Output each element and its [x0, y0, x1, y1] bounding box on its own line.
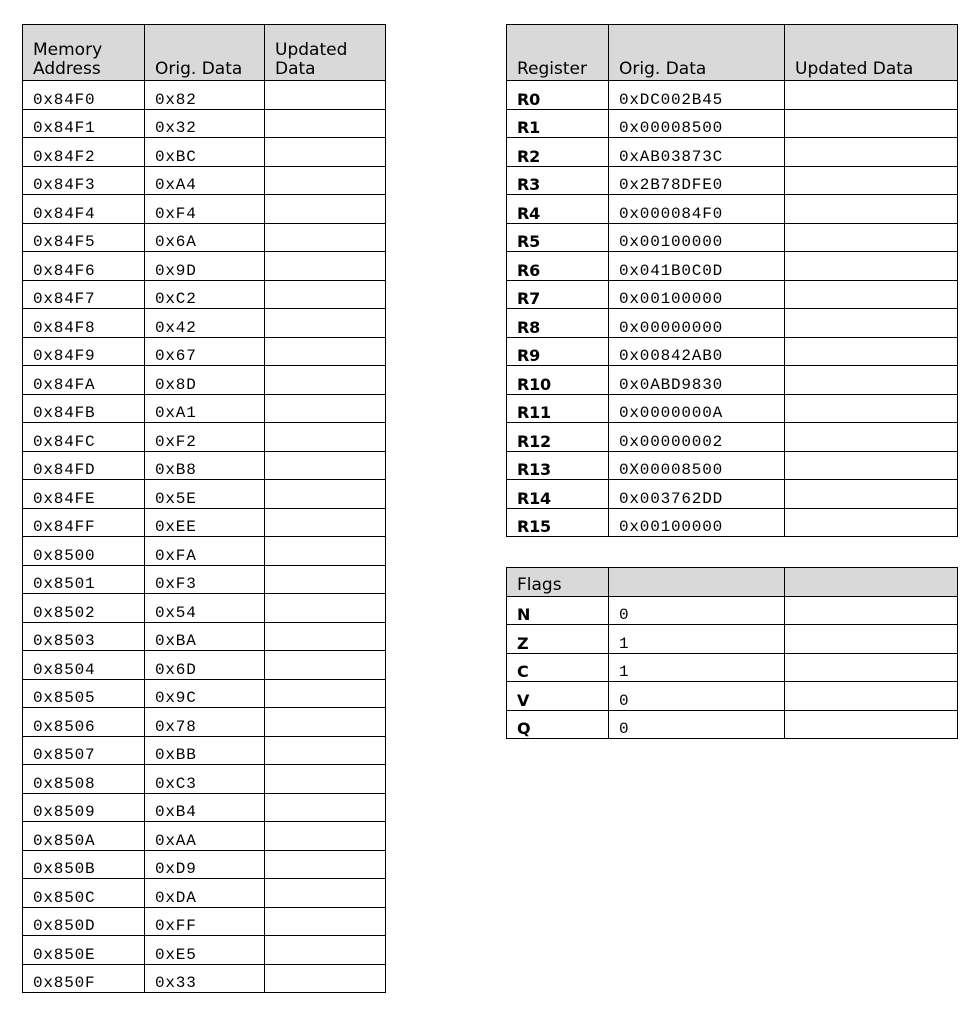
updated-data-cell[interactable] — [265, 252, 386, 281]
updated-data-cell[interactable] — [785, 109, 958, 138]
register-table — [506, 24, 958, 537]
memory-address-cell: 0x84F8 — [23, 309, 145, 338]
flag-name-cell: Z — [507, 625, 609, 654]
memory-address-cell: 0x8508 — [23, 765, 145, 794]
updated-data-cell[interactable] — [785, 423, 958, 452]
memory-address-cell: 0x84F2 — [23, 138, 145, 167]
orig-data-cell: 0x00100000 — [609, 223, 785, 252]
register-name-cell: R5 — [507, 223, 609, 252]
memory-address-cell: 0x84F1 — [23, 109, 145, 138]
orig-data-cell: 0xF4 — [145, 195, 265, 224]
orig-data-cell: 0x67 — [145, 337, 265, 366]
updated-data-cell[interactable] — [265, 964, 386, 993]
register-row — [507, 451, 958, 480]
updated-data-cell[interactable] — [265, 109, 386, 138]
memory-row — [23, 109, 386, 138]
memory-address-cell: 0x850F — [23, 964, 145, 993]
orig-data-cell: 0xDC002B45 — [609, 81, 785, 110]
header-updated-data: Updated Data — [785, 25, 958, 81]
memory-row — [23, 594, 386, 623]
updated-data-cell[interactable] — [265, 594, 386, 623]
memory-address-cell: 0x8506 — [23, 708, 145, 737]
orig-data-cell: 0xB4 — [145, 793, 265, 822]
flag-updated-cell[interactable] — [785, 625, 958, 654]
memory-row — [23, 195, 386, 224]
orig-data-cell: 0x00100000 — [609, 508, 785, 537]
memory-address-cell: 0x84F3 — [23, 166, 145, 195]
orig-data-cell: 0x00008500 — [609, 109, 785, 138]
memory-address-cell: 0x850C — [23, 879, 145, 908]
orig-data-cell: 0x2B78DFE0 — [609, 166, 785, 195]
orig-data-cell: 0x9C — [145, 679, 265, 708]
header-orig-data: Orig. Data — [609, 25, 785, 81]
register-row — [507, 309, 958, 338]
updated-data-cell[interactable] — [265, 850, 386, 879]
memory-row — [23, 736, 386, 765]
memory-row — [23, 423, 386, 452]
memory-row — [23, 850, 386, 879]
flag-updated-cell[interactable] — [785, 682, 958, 711]
updated-data-cell[interactable] — [265, 166, 386, 195]
flag-row — [507, 596, 958, 625]
register-name-cell: R10 — [507, 366, 609, 395]
memory-row — [23, 280, 386, 309]
memory-row — [23, 565, 386, 594]
memory-address-cell: 0x84F0 — [23, 81, 145, 110]
memory-row — [23, 879, 386, 908]
orig-data-cell: 0xEE — [145, 508, 265, 537]
memory-address-cell: 0x8505 — [23, 679, 145, 708]
orig-data-cell: 0xBA — [145, 622, 265, 651]
updated-data-cell[interactable] — [785, 309, 958, 338]
memory-row — [23, 964, 386, 993]
updated-data-cell[interactable] — [265, 366, 386, 395]
register-name-cell: R9 — [507, 337, 609, 366]
updated-data-cell[interactable] — [265, 138, 386, 167]
memory-row — [23, 765, 386, 794]
updated-data-cell[interactable] — [785, 451, 958, 480]
updated-data-cell[interactable] — [265, 622, 386, 651]
register-name-cell: R1 — [507, 109, 609, 138]
memory-row — [23, 622, 386, 651]
register-row — [507, 423, 958, 452]
memory-address-cell: 0x8507 — [23, 736, 145, 765]
memory-row — [23, 508, 386, 537]
orig-data-cell: 0xAB03873C — [609, 138, 785, 167]
register-row — [507, 166, 958, 195]
flag-value-cell: 1 — [609, 653, 785, 682]
updated-data-cell[interactable] — [785, 138, 958, 167]
updated-data-cell[interactable] — [265, 309, 386, 338]
register-name-cell: R15 — [507, 508, 609, 537]
memory-address-cell: 0x8502 — [23, 594, 145, 623]
orig-data-cell: 0x33 — [145, 964, 265, 993]
flag-updated-cell[interactable] — [785, 596, 958, 625]
flag-name-cell: C — [507, 653, 609, 682]
flags-table-body — [507, 596, 958, 739]
flag-row — [507, 653, 958, 682]
orig-data-cell: 0x42 — [145, 309, 265, 338]
orig-data-cell: 0x6A — [145, 223, 265, 252]
updated-data-cell[interactable] — [785, 252, 958, 281]
register-row — [507, 109, 958, 138]
orig-data-cell: 0x00100000 — [609, 280, 785, 309]
register-row — [507, 195, 958, 224]
updated-data-cell[interactable] — [265, 793, 386, 822]
updated-data-cell[interactable] — [265, 337, 386, 366]
memory-row — [23, 81, 386, 110]
register-name-cell: R8 — [507, 309, 609, 338]
updated-data-cell[interactable] — [265, 451, 386, 480]
orig-data-cell: 0x000084F0 — [609, 195, 785, 224]
flag-name-cell: V — [507, 682, 609, 711]
header-memory-address: Memory Address — [23, 25, 145, 81]
register-name-cell: R4 — [507, 195, 609, 224]
orig-data-cell: 0x003762DD — [609, 480, 785, 509]
orig-data-cell: 0xBC — [145, 138, 265, 167]
flag-updated-cell[interactable] — [785, 710, 958, 739]
memory-row — [23, 337, 386, 366]
register-name-cell: R11 — [507, 394, 609, 423]
updated-data-cell[interactable] — [265, 565, 386, 594]
memory-address-cell: 0x84FC — [23, 423, 145, 452]
memory-address-cell: 0x84FF — [23, 508, 145, 537]
register-name-cell: R0 — [507, 81, 609, 110]
register-row — [507, 480, 958, 509]
header-updated-data: Updated Data — [265, 25, 386, 81]
memory-row — [23, 252, 386, 281]
orig-data-cell: 0x5E — [145, 480, 265, 509]
flag-value-cell: 1 — [609, 625, 785, 654]
flag-row — [507, 682, 958, 711]
flags-table — [506, 567, 958, 739]
memory-address-cell: 0x850E — [23, 936, 145, 965]
orig-data-cell: 0x00842AB0 — [609, 337, 785, 366]
memory-address-cell: 0x84FE — [23, 480, 145, 509]
orig-data-cell: 0x00000000 — [609, 309, 785, 338]
orig-data-cell: 0x9D — [145, 252, 265, 281]
register-row — [507, 223, 958, 252]
updated-data-cell[interactable] — [785, 394, 958, 423]
orig-data-cell: 0xBB — [145, 736, 265, 765]
flag-name-cell: Q — [507, 710, 609, 739]
memory-address-cell: 0x850D — [23, 907, 145, 936]
memory-address-cell: 0x84F7 — [23, 280, 145, 309]
register-name-cell: R6 — [507, 252, 609, 281]
updated-data-cell[interactable] — [785, 195, 958, 224]
orig-data-cell: 0x0ABD9830 — [609, 366, 785, 395]
updated-data-cell[interactable] — [265, 480, 386, 509]
header-flags-updated — [785, 568, 958, 597]
flag-row — [507, 710, 958, 739]
memory-address-cell: 0x8503 — [23, 622, 145, 651]
orig-data-cell: 0x8D — [145, 366, 265, 395]
register-row — [507, 280, 958, 309]
updated-data-cell[interactable] — [265, 765, 386, 794]
flag-updated-cell[interactable] — [785, 653, 958, 682]
memory-address-cell: 0x850A — [23, 822, 145, 851]
orig-data-cell: 0x82 — [145, 81, 265, 110]
updated-data-cell[interactable] — [785, 337, 958, 366]
updated-data-cell[interactable] — [785, 366, 958, 395]
orig-data-cell: 0x54 — [145, 594, 265, 623]
flag-value-cell: 0 — [609, 710, 785, 739]
memory-table — [22, 24, 386, 993]
memory-table-body — [23, 81, 386, 993]
header-orig-data: Orig. Data — [145, 25, 265, 81]
header-flags: Flags — [507, 568, 609, 597]
flag-name-cell: N — [507, 596, 609, 625]
updated-data-cell[interactable] — [265, 822, 386, 851]
memory-address-cell: 0x84F5 — [23, 223, 145, 252]
updated-data-cell[interactable] — [265, 708, 386, 737]
updated-data-cell[interactable] — [265, 508, 386, 537]
register-row — [507, 366, 958, 395]
register-row — [507, 252, 958, 281]
header-register: Register — [507, 25, 609, 81]
updated-data-cell[interactable] — [265, 423, 386, 452]
memory-address-cell: 0x84FA — [23, 366, 145, 395]
register-row — [507, 337, 958, 366]
register-row — [507, 138, 958, 167]
memory-row — [23, 394, 386, 423]
memory-address-cell: 0x8501 — [23, 565, 145, 594]
memory-address-cell: 0x850B — [23, 850, 145, 879]
flag-value-cell: 0 — [609, 682, 785, 711]
orig-data-cell: 0x041B0C0D — [609, 252, 785, 281]
updated-data-cell[interactable] — [785, 280, 958, 309]
orig-data-cell: 0X00008500 — [609, 451, 785, 480]
orig-data-cell: 0xC3 — [145, 765, 265, 794]
updated-data-cell[interactable] — [785, 166, 958, 195]
updated-data-cell[interactable] — [265, 280, 386, 309]
memory-row — [23, 223, 386, 252]
orig-data-cell: 0x0000000A — [609, 394, 785, 423]
memory-row — [23, 936, 386, 965]
memory-row — [23, 138, 386, 167]
orig-data-cell: 0x78 — [145, 708, 265, 737]
orig-data-cell: 0xF2 — [145, 423, 265, 452]
updated-data-cell[interactable] — [785, 508, 958, 537]
orig-data-cell: 0xAA — [145, 822, 265, 851]
register-name-cell: R13 — [507, 451, 609, 480]
memory-row — [23, 309, 386, 338]
memory-address-cell: 0x8509 — [23, 793, 145, 822]
orig-data-cell: 0xD9 — [145, 850, 265, 879]
orig-data-cell: 0xA1 — [145, 394, 265, 423]
updated-data-cell[interactable] — [265, 736, 386, 765]
flag-row — [507, 625, 958, 654]
memory-row — [23, 651, 386, 680]
updated-data-cell[interactable] — [265, 907, 386, 936]
register-name-cell: R12 — [507, 423, 609, 452]
updated-data-cell[interactable] — [265, 651, 386, 680]
memory-address-cell: 0x84F9 — [23, 337, 145, 366]
orig-data-cell: 0x6D — [145, 651, 265, 680]
memory-row — [23, 480, 386, 509]
header-flags-orig — [609, 568, 785, 597]
orig-data-cell: 0xF3 — [145, 565, 265, 594]
memory-row — [23, 451, 386, 480]
memory-address-cell: 0x84FD — [23, 451, 145, 480]
updated-data-cell[interactable] — [785, 81, 958, 110]
memory-address-cell: 0x84F6 — [23, 252, 145, 281]
updated-data-cell[interactable] — [265, 81, 386, 110]
memory-address-cell: 0x84F4 — [23, 195, 145, 224]
updated-data-cell[interactable] — [265, 936, 386, 965]
memory-row — [23, 793, 386, 822]
register-table-body — [507, 81, 958, 537]
flag-value-cell: 0 — [609, 596, 785, 625]
register-row — [507, 508, 958, 537]
orig-data-cell: 0xFF — [145, 907, 265, 936]
register-name-cell: R3 — [507, 166, 609, 195]
orig-data-cell: 0xC2 — [145, 280, 265, 309]
register-name-cell: R7 — [507, 280, 609, 309]
memory-row — [23, 366, 386, 395]
memory-address-cell: 0x8504 — [23, 651, 145, 680]
orig-data-cell: 0x00000002 — [609, 423, 785, 452]
memory-address-cell: 0x8500 — [23, 537, 145, 566]
memory-table-header — [23, 25, 386, 81]
updated-data-cell[interactable] — [265, 394, 386, 423]
memory-row — [23, 679, 386, 708]
orig-data-cell: 0x32 — [145, 109, 265, 138]
flags-table-header — [507, 568, 958, 597]
memory-row — [23, 907, 386, 936]
register-name-cell: R14 — [507, 480, 609, 509]
updated-data-cell[interactable] — [785, 480, 958, 509]
register-row — [507, 394, 958, 423]
memory-row — [23, 822, 386, 851]
orig-data-cell: 0xE5 — [145, 936, 265, 965]
register-row — [507, 81, 958, 110]
updated-data-cell[interactable] — [265, 879, 386, 908]
register-name-cell: R2 — [507, 138, 609, 167]
updated-data-cell[interactable] — [265, 223, 386, 252]
orig-data-cell: 0xFA — [145, 537, 265, 566]
memory-row — [23, 537, 386, 566]
orig-data-cell: 0xDA — [145, 879, 265, 908]
updated-data-cell[interactable] — [785, 223, 958, 252]
updated-data-cell[interactable] — [265, 195, 386, 224]
memory-address-cell: 0x84FB — [23, 394, 145, 423]
orig-data-cell: 0xB8 — [145, 451, 265, 480]
updated-data-cell[interactable] — [265, 537, 386, 566]
register-table-header — [507, 25, 958, 81]
memory-row — [23, 166, 386, 195]
orig-data-cell: 0xA4 — [145, 166, 265, 195]
updated-data-cell[interactable] — [265, 679, 386, 708]
memory-row — [23, 708, 386, 737]
